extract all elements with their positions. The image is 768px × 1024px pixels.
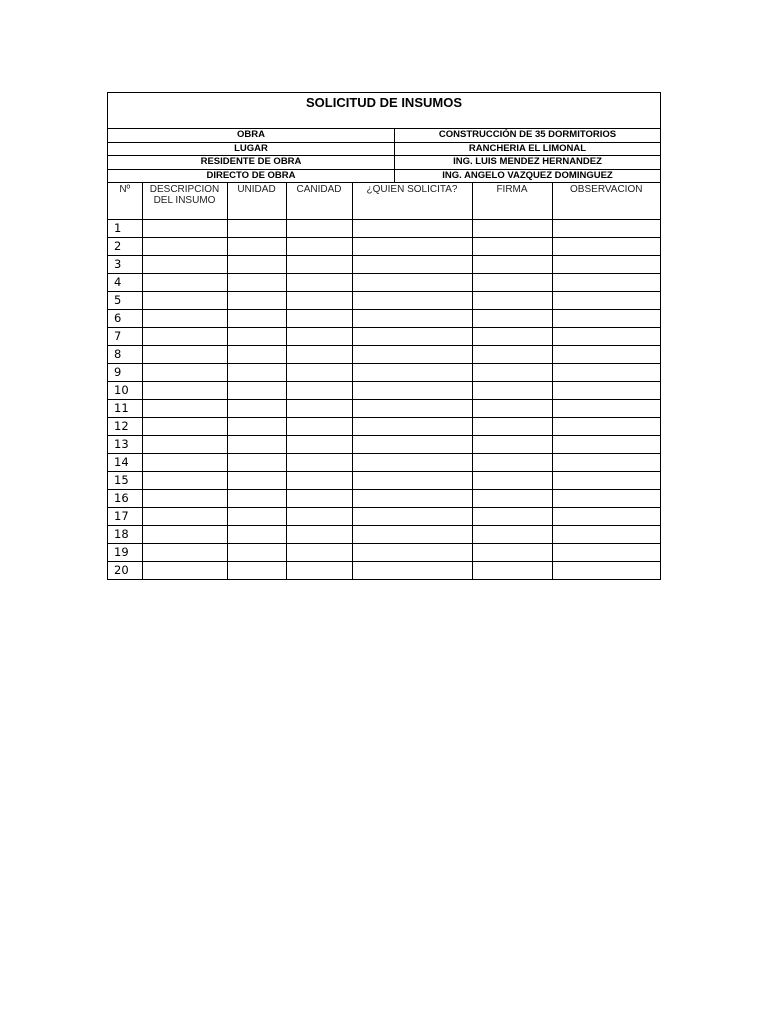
quien-solicita-cell[interactable]: [352, 310, 472, 328]
descripcion-cell[interactable]: [142, 328, 227, 346]
unidad-cell[interactable]: [227, 346, 286, 364]
unidad-cell[interactable]: [227, 526, 286, 544]
table-row: [108, 526, 660, 544]
firma-cell[interactable]: [472, 508, 552, 526]
observacion-cell[interactable]: [552, 328, 660, 346]
supply-request-form: [107, 92, 661, 580]
unidad-cell[interactable]: [227, 418, 286, 436]
firma-cell[interactable]: [472, 364, 552, 382]
info-label-director: DIRECTO DE OBRA: [108, 170, 395, 183]
table-row: [108, 490, 660, 508]
observacion-cell[interactable]: [552, 310, 660, 328]
info-label-residente: RESIDENTE DE OBRA: [108, 156, 395, 169]
firma-cell[interactable]: [472, 220, 552, 238]
supply-table: [108, 183, 660, 579]
descripcion-cell[interactable]: [142, 400, 227, 418]
canidad-cell[interactable]: [286, 292, 352, 310]
descripcion-cell[interactable]: [142, 238, 227, 256]
unidad-cell[interactable]: [227, 310, 286, 328]
unidad-cell[interactable]: [227, 562, 286, 580]
col-header-quien-solicita: ¿QUIEN SOLICITA?: [352, 183, 472, 220]
canidad-cell[interactable]: [286, 328, 352, 346]
row-number: 4: [108, 274, 142, 292]
col-header-descripcion-line2: DEL INSUMO: [153, 195, 216, 206]
row-number: 12: [108, 418, 142, 436]
firma-cell[interactable]: [472, 256, 552, 274]
descripcion-cell[interactable]: [142, 274, 227, 292]
table-row: [108, 418, 660, 436]
table-row: [108, 328, 660, 346]
table-row: [108, 346, 660, 364]
observacion-cell[interactable]: [552, 418, 660, 436]
descripcion-cell[interactable]: [142, 364, 227, 382]
descripcion-cell[interactable]: [142, 454, 227, 472]
firma-cell[interactable]: [472, 526, 552, 544]
canidad-cell[interactable]: [286, 220, 352, 238]
canidad-cell[interactable]: [286, 544, 352, 562]
row-number: 16: [108, 490, 142, 508]
observacion-cell[interactable]: [552, 238, 660, 256]
row-number: 20: [108, 562, 142, 580]
quien-solicita-cell[interactable]: [352, 436, 472, 454]
descripcion-cell[interactable]: [142, 292, 227, 310]
firma-cell[interactable]: [472, 544, 552, 562]
observacion-cell[interactable]: [552, 220, 660, 238]
unidad-cell[interactable]: [227, 382, 286, 400]
descripcion-cell[interactable]: [142, 418, 227, 436]
row-number: 15: [108, 472, 142, 490]
descripcion-cell[interactable]: [142, 508, 227, 526]
firma-cell[interactable]: [472, 328, 552, 346]
unidad-cell[interactable]: [227, 508, 286, 526]
canidad-cell[interactable]: [286, 526, 352, 544]
unidad-cell[interactable]: [227, 256, 286, 274]
firma-cell[interactable]: [472, 436, 552, 454]
col-header-observacion: OBSERVACION: [552, 183, 660, 220]
firma-cell[interactable]: [472, 418, 552, 436]
info-row-director: [108, 170, 660, 184]
quien-solicita-cell[interactable]: [352, 238, 472, 256]
observacion-cell[interactable]: [552, 472, 660, 490]
row-number: 9: [108, 364, 142, 382]
info-row-lugar: [108, 143, 660, 157]
observacion-cell[interactable]: [552, 292, 660, 310]
table-row: [108, 238, 660, 256]
firma-cell[interactable]: [472, 382, 552, 400]
table-row: [108, 292, 660, 310]
info-value-lugar: RANCHERIA EL LIMONAL: [468, 142, 587, 154]
observacion-cell[interactable]: [552, 382, 660, 400]
canidad-cell[interactable]: [286, 274, 352, 292]
quien-solicita-cell[interactable]: [352, 490, 472, 508]
observacion-cell[interactable]: [552, 400, 660, 418]
observacion-cell[interactable]: [552, 508, 660, 526]
row-number: 8: [108, 346, 142, 364]
descripcion-cell[interactable]: [142, 346, 227, 364]
descripcion-cell[interactable]: [142, 310, 227, 328]
observacion-cell[interactable]: [552, 490, 660, 508]
unidad-cell[interactable]: [227, 238, 286, 256]
row-number: 5: [108, 292, 142, 310]
quien-solicita-cell[interactable]: [352, 382, 472, 400]
table-row: [108, 436, 660, 454]
quien-solicita-cell[interactable]: [352, 418, 472, 436]
firma-cell[interactable]: [472, 274, 552, 292]
observacion-cell[interactable]: [552, 364, 660, 382]
quien-solicita-cell[interactable]: [352, 472, 472, 490]
info-value-residente: ING. LUIS MENDEZ HERNANDEZ: [453, 156, 602, 167]
canidad-cell[interactable]: [286, 472, 352, 490]
observacion-cell[interactable]: [552, 544, 660, 562]
descripcion-cell[interactable]: [142, 220, 227, 238]
canidad-cell[interactable]: [286, 418, 352, 436]
row-number: 14: [108, 454, 142, 472]
table-row: [108, 472, 660, 490]
row-number: 11: [108, 400, 142, 418]
table-row: [108, 400, 660, 418]
firma-cell[interactable]: [472, 472, 552, 490]
col-header-unidad: UNIDAD: [227, 183, 286, 220]
firma-cell[interactable]: [472, 310, 552, 328]
observacion-cell[interactable]: [552, 346, 660, 364]
descripcion-cell[interactable]: [142, 436, 227, 454]
row-number: 19: [108, 544, 142, 562]
quien-solicita-cell[interactable]: [352, 544, 472, 562]
observacion-cell[interactable]: [552, 454, 660, 472]
col-header-canidad: CANIDAD: [286, 183, 352, 220]
observacion-cell[interactable]: [552, 562, 660, 580]
table-row: [108, 454, 660, 472]
quien-solicita-cell[interactable]: [352, 292, 472, 310]
info-row-obra: [108, 129, 660, 143]
unidad-cell[interactable]: [227, 328, 286, 346]
table-row: [108, 310, 660, 328]
descripcion-cell[interactable]: [142, 382, 227, 400]
info-value-director: ING. ANGELO VAZQUEZ DOMINGUEZ: [442, 169, 613, 181]
quien-solicita-cell[interactable]: [352, 220, 472, 238]
canidad-cell[interactable]: [286, 382, 352, 400]
unidad-cell[interactable]: [227, 436, 286, 454]
firma-cell[interactable]: [472, 292, 552, 310]
table-row: [108, 562, 660, 580]
descripcion-cell[interactable]: [142, 562, 227, 580]
unidad-cell[interactable]: [227, 400, 286, 418]
col-header-num: Nº: [108, 183, 142, 220]
table-row: [108, 364, 660, 382]
col-header-descripcion-line1: DESCRIPCION: [149, 184, 220, 195]
observacion-cell[interactable]: [552, 274, 660, 292]
info-label-obra: OBRA: [108, 129, 395, 142]
descripcion-cell[interactable]: [142, 526, 227, 544]
quien-solicita-cell[interactable]: [352, 274, 472, 292]
table-row: [108, 256, 660, 274]
canidad-cell[interactable]: [286, 346, 352, 364]
observacion-cell[interactable]: [552, 436, 660, 454]
quien-solicita-cell[interactable]: [352, 562, 472, 580]
quien-solicita-cell[interactable]: [352, 508, 472, 526]
canidad-cell[interactable]: [286, 562, 352, 580]
row-number: 13: [108, 436, 142, 454]
canidad-cell[interactable]: [286, 364, 352, 382]
quien-solicita-cell[interactable]: [352, 526, 472, 544]
unidad-cell[interactable]: [227, 544, 286, 562]
canidad-cell[interactable]: [286, 454, 352, 472]
unidad-cell[interactable]: [227, 292, 286, 310]
quien-solicita-cell[interactable]: [352, 328, 472, 346]
row-number: 10: [108, 382, 142, 400]
table-row: [108, 220, 660, 238]
form-title: SOLICITUD DE INSUMOS: [108, 93, 660, 129]
observacion-cell[interactable]: [552, 256, 660, 274]
canidad-cell[interactable]: [286, 310, 352, 328]
observacion-cell[interactable]: [552, 526, 660, 544]
canidad-cell[interactable]: [286, 490, 352, 508]
table-row: [108, 382, 660, 400]
row-number: 6: [108, 310, 142, 328]
table-row: [108, 544, 660, 562]
descripcion-cell[interactable]: [142, 472, 227, 490]
row-number: 7: [108, 328, 142, 346]
table-header-row: [108, 183, 660, 220]
canidad-cell[interactable]: [286, 256, 352, 274]
unidad-cell[interactable]: [227, 274, 286, 292]
canidad-cell[interactable]: [286, 238, 352, 256]
info-value-obra: CONSTRUCCIÓN DE 35 DORMITORIOS: [438, 129, 617, 140]
row-number: 2: [108, 238, 142, 256]
firma-cell[interactable]: [472, 400, 552, 418]
row-number: 18: [108, 526, 142, 544]
firma-cell[interactable]: [472, 346, 552, 364]
descripcion-cell[interactable]: [142, 256, 227, 274]
canidad-cell[interactable]: [286, 400, 352, 418]
quien-solicita-cell[interactable]: [352, 364, 472, 382]
info-row-residente: [108, 156, 660, 170]
table-row: [108, 508, 660, 526]
info-label-lugar: LUGAR: [108, 143, 395, 156]
unidad-cell[interactable]: [227, 472, 286, 490]
table-row: [108, 274, 660, 292]
firma-cell[interactable]: [472, 238, 552, 256]
unidad-cell[interactable]: [227, 220, 286, 238]
descripcion-cell[interactable]: [142, 544, 227, 562]
col-header-firma: FIRMA: [472, 183, 552, 220]
canidad-cell[interactable]: [286, 436, 352, 454]
descripcion-cell[interactable]: [142, 490, 227, 508]
quien-solicita-cell[interactable]: [352, 346, 472, 364]
firma-cell[interactable]: [472, 454, 552, 472]
unidad-cell[interactable]: [227, 454, 286, 472]
row-number: 1: [108, 220, 142, 238]
firma-cell[interactable]: [472, 562, 552, 580]
unidad-cell[interactable]: [227, 490, 286, 508]
canidad-cell[interactable]: [286, 508, 352, 526]
form-frame: [107, 92, 661, 580]
quien-solicita-cell[interactable]: [352, 400, 472, 418]
row-number: 3: [108, 256, 142, 274]
col-header-descripcion: [142, 183, 227, 220]
firma-cell[interactable]: [472, 490, 552, 508]
quien-solicita-cell[interactable]: [352, 454, 472, 472]
row-number: 17: [108, 508, 142, 526]
quien-solicita-cell[interactable]: [352, 256, 472, 274]
unidad-cell[interactable]: [227, 364, 286, 382]
